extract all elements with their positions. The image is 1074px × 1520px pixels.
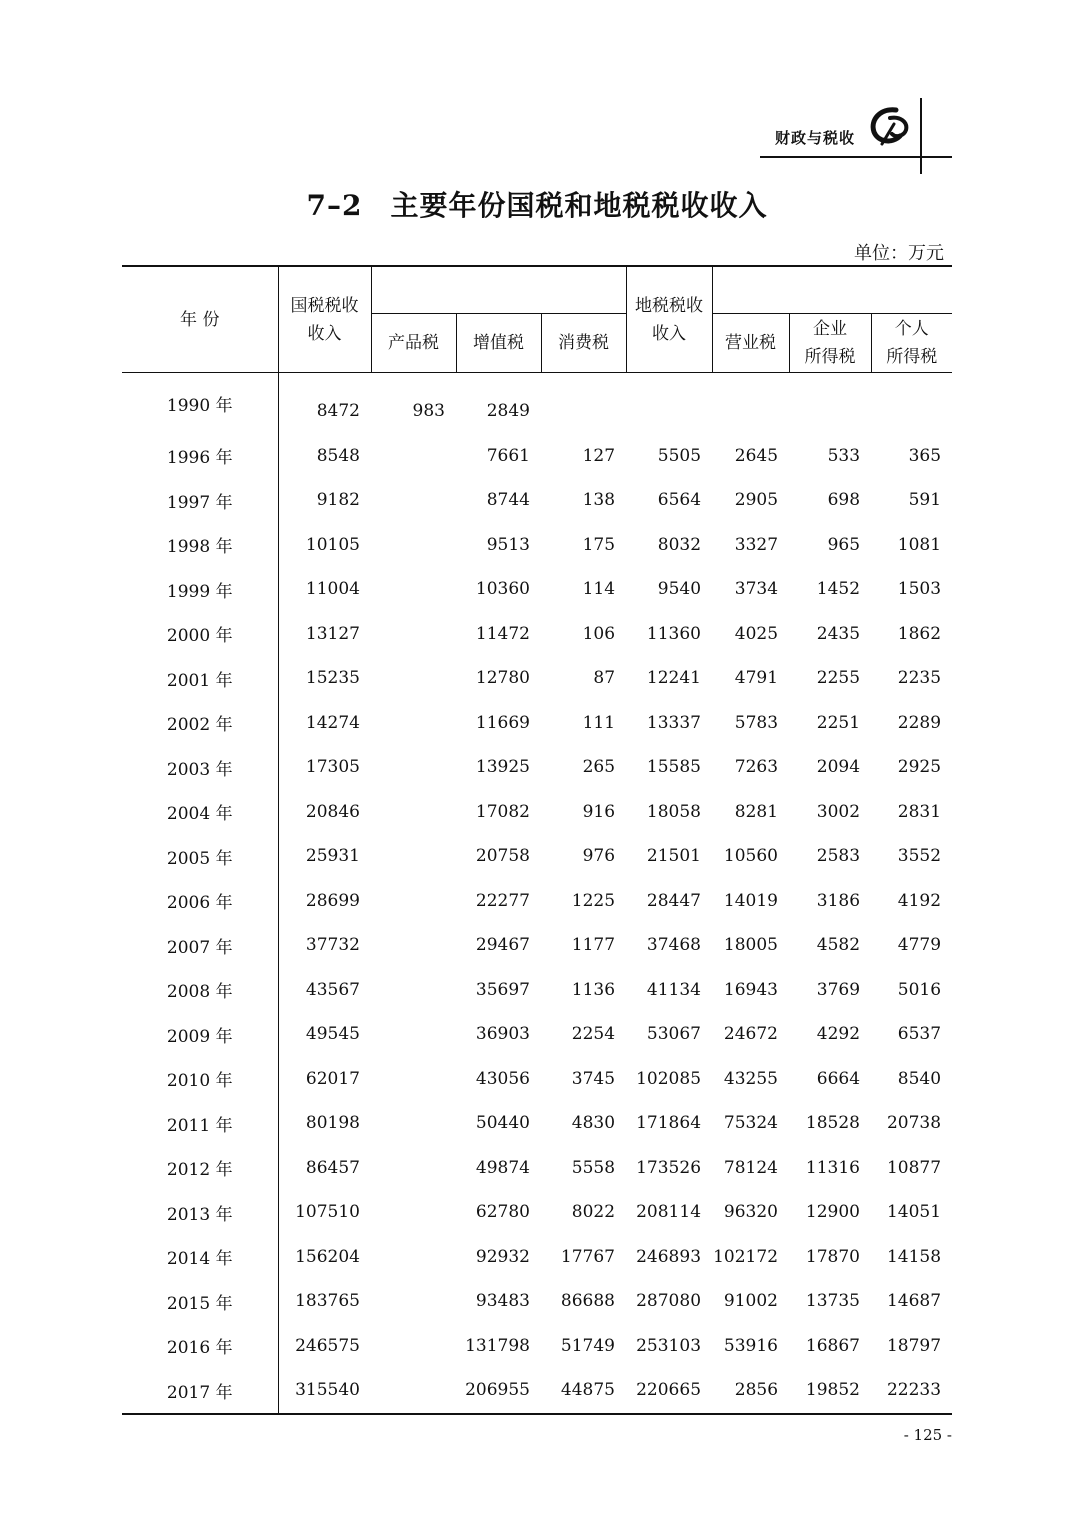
- cell-business: 5783: [734, 712, 779, 733]
- cell-vat: 29467: [475, 935, 530, 956]
- cell-consumption: 916: [582, 801, 616, 822]
- cell-product: [371, 701, 456, 746]
- cell-local: 220665: [626, 1368, 712, 1414]
- cell-enterprise: 3769: [816, 979, 861, 1000]
- cell-enterprise: 18528: [805, 1113, 861, 1134]
- cell-national: 25931: [305, 846, 360, 867]
- header-personal-income-tax: [871, 314, 952, 373]
- cell-consumption: 138: [582, 490, 616, 511]
- cell-product: [371, 968, 456, 1013]
- cell-enterprise: 13735: [805, 1291, 861, 1312]
- cell-vat: 206955: [456, 1368, 541, 1414]
- cell-year: 2011 年: [122, 1101, 278, 1146]
- cell-product: 983: [412, 401, 445, 422]
- cell-year: 1997 年: [122, 478, 278, 523]
- cell-business: 2645: [734, 445, 779, 466]
- cell-national: 9182: [316, 490, 360, 511]
- cell-year: 1998 年: [122, 523, 278, 568]
- cell-consumption: 8022: [571, 1202, 616, 1223]
- cell-year: 2001 年: [122, 656, 278, 701]
- cell-vat: 131798: [465, 1335, 530, 1356]
- cell-local: 8032: [657, 534, 702, 555]
- cell-product: [371, 1324, 456, 1369]
- cell-personal: 5016: [897, 979, 942, 1000]
- header-local-sub-group: [712, 266, 952, 314]
- cell-national: 15235: [305, 668, 360, 689]
- cell-personal: 1503: [897, 579, 942, 600]
- cell-consumption: 265: [582, 757, 616, 778]
- cell-vat: 10360: [475, 579, 530, 600]
- cell-year: 2016 年: [122, 1324, 278, 1369]
- cell-year: 2014 年: [122, 1235, 278, 1280]
- table-row: [122, 790, 952, 835]
- cell-vat: 36903: [475, 1024, 530, 1045]
- cell-product: [371, 1012, 456, 1057]
- cell-consumption: 5558: [571, 1157, 616, 1178]
- cell-consumption: 976: [582, 846, 616, 867]
- header-national-tax: [278, 266, 371, 373]
- cell-local: 6564: [657, 490, 702, 511]
- cell-national: 37732: [305, 935, 360, 956]
- cell-personal: 2831: [897, 801, 942, 822]
- cell-vat: 12780: [475, 668, 530, 689]
- cell-national: 10105: [305, 534, 360, 555]
- cell-vat: 49874: [475, 1157, 530, 1178]
- cell-local: 102085: [636, 1068, 702, 1089]
- cell-year: 2013 年: [122, 1190, 278, 1235]
- cell-business: 10560: [723, 846, 779, 867]
- cell-consumption: 4830: [571, 1113, 616, 1134]
- cell-product: [371, 790, 456, 835]
- cell-local: 171864: [636, 1113, 702, 1134]
- cell-vat: 43056: [475, 1068, 530, 1089]
- table-title: 主要年份国税和地税税收收入: [390, 189, 768, 222]
- cell-vat: 20758: [475, 846, 530, 867]
- cell-vat: 8744: [486, 490, 530, 511]
- header-national-sub-group: [371, 266, 626, 314]
- table-row: [122, 612, 952, 657]
- cell-local: 208114: [636, 1202, 702, 1223]
- cell-year: 2008 年: [122, 968, 278, 1013]
- cell-personal: 1081: [897, 534, 942, 555]
- table-row: [122, 701, 952, 746]
- cell-enterprise: 3186: [816, 890, 861, 911]
- cell-product: [371, 745, 456, 790]
- cell-national: 49545: [305, 1024, 360, 1045]
- cell-local: 11360: [646, 623, 702, 644]
- cell-enterprise: 4292: [816, 1024, 861, 1045]
- header-personal-line1: 个人: [894, 319, 929, 339]
- cell-local: 12241: [646, 668, 702, 689]
- table-row: [122, 1279, 952, 1324]
- cell-national: 107510: [295, 1202, 360, 1223]
- cell-local: 5505: [657, 445, 702, 466]
- header-national-line1: 国税税收: [290, 295, 359, 316]
- cell-product: [371, 923, 456, 968]
- table-body: [122, 373, 952, 1414]
- cell-local: 13337: [646, 712, 702, 733]
- cell-vat: 2849: [486, 401, 530, 422]
- cell-national: 183765: [295, 1291, 360, 1312]
- cell-product: [371, 478, 456, 523]
- cell-enterprise: 698: [827, 490, 861, 511]
- cell-product: [371, 656, 456, 701]
- cell-national: 80198: [305, 1113, 360, 1134]
- cell-local: 9540: [657, 579, 702, 600]
- tax-revenue-table: [122, 265, 952, 1415]
- cell-product: [371, 523, 456, 568]
- cell-personal: 10877: [886, 1157, 942, 1178]
- cell-business: 102172: [713, 1246, 779, 1267]
- table-row: [122, 1146, 952, 1191]
- table-row: [122, 478, 952, 523]
- cell-enterprise: 6664: [816, 1068, 861, 1089]
- cell-personal: [871, 373, 952, 434]
- cell-enterprise: 2251: [816, 712, 861, 733]
- cell-year: 2009 年: [122, 1012, 278, 1057]
- header-enterprise-line1: 企业: [813, 319, 848, 339]
- cell-consumption: 106: [582, 623, 616, 644]
- cell-business: 16943: [723, 979, 779, 1000]
- header-personal-line2: 所得税: [886, 347, 938, 367]
- cell-product: [371, 1235, 456, 1280]
- header-enterprise-income-tax: [789, 314, 871, 373]
- header-enterprise-line2: 所得税: [804, 347, 856, 367]
- cell-product: [371, 1368, 456, 1414]
- table-row: [122, 834, 952, 879]
- cell-local: 28447: [646, 890, 702, 911]
- cell-personal: 20738: [886, 1113, 942, 1134]
- header-local-line2: 收入: [652, 323, 687, 344]
- cell-year: 2007 年: [122, 923, 278, 968]
- cell-vat: 62780: [475, 1202, 530, 1223]
- cell-national: 20846: [305, 801, 360, 822]
- cell-local: [626, 373, 712, 434]
- cell-national: 8548: [316, 445, 360, 466]
- cell-year: 2017 年: [122, 1368, 278, 1414]
- cell-business: 2856: [712, 1368, 789, 1414]
- cell-product: [371, 1057, 456, 1102]
- cell-personal: 14158: [886, 1246, 942, 1267]
- header-local-tax: [626, 266, 712, 373]
- cell-consumption: 17767: [560, 1246, 616, 1267]
- cell-national: 17305: [305, 757, 360, 778]
- cell-local: 287080: [636, 1291, 702, 1312]
- cell-personal: 2925: [897, 757, 942, 778]
- header-consumption-tax: 消费税: [541, 314, 626, 373]
- cell-consumption: 86688: [560, 1291, 616, 1312]
- unit-label: 单位：万元: [854, 243, 944, 264]
- cell-consumption: 2254: [571, 1024, 616, 1045]
- cell-national: 156204: [295, 1246, 360, 1267]
- cell-product: [371, 612, 456, 657]
- cell-year: 2002 年: [122, 701, 278, 746]
- cell-year: 1996 年: [122, 434, 278, 479]
- cell-national: 315540: [278, 1368, 371, 1414]
- page-title: [0, 184, 1074, 224]
- cell-product: [371, 567, 456, 612]
- cell-business: [712, 373, 789, 434]
- cell-consumption: [541, 373, 626, 434]
- cell-enterprise: 3002: [816, 801, 861, 822]
- cell-business: 14019: [723, 890, 779, 911]
- cell-product: [371, 1101, 456, 1146]
- cell-business: 8281: [734, 801, 779, 822]
- cell-business: 24672: [723, 1024, 779, 1045]
- cell-year: 1990 年: [122, 373, 278, 434]
- cell-product: [371, 1279, 456, 1324]
- table-row: [122, 745, 952, 790]
- table-row: [122, 1190, 952, 1235]
- cell-business: 3734: [734, 579, 779, 600]
- table-row: [122, 1235, 952, 1280]
- cell-product: [371, 879, 456, 924]
- cell-consumption: 51749: [560, 1335, 616, 1356]
- cell-consumption: 1177: [571, 935, 616, 956]
- cell-business: 4791: [734, 668, 779, 689]
- cell-vat: 92932: [475, 1246, 530, 1267]
- cell-product: [371, 1190, 456, 1235]
- cell-local: 21501: [646, 846, 702, 867]
- cell-enterprise: 16867: [805, 1335, 861, 1356]
- cell-personal: 2235: [897, 668, 942, 689]
- cell-consumption: 44875: [541, 1368, 626, 1414]
- table-row: [122, 523, 952, 568]
- table-row: [122, 879, 952, 924]
- table-number: 7–2: [306, 189, 363, 222]
- header-vat: 增值税: [456, 314, 541, 373]
- cell-vat: 50440: [475, 1113, 530, 1134]
- cell-personal: 4779: [897, 935, 942, 956]
- table-row: [122, 1324, 952, 1369]
- table-row: [122, 923, 952, 968]
- cell-local: 18058: [646, 801, 702, 822]
- cell-vat: 35697: [475, 979, 530, 1000]
- cell-vat: 11472: [475, 623, 530, 644]
- cell-consumption: 87: [593, 668, 616, 689]
- table-row: [122, 373, 952, 434]
- cell-business: 75324: [723, 1113, 779, 1134]
- cell-personal: 2289: [897, 712, 942, 733]
- cell-enterprise: 4582: [816, 935, 861, 956]
- cell-enterprise: [789, 373, 871, 434]
- cell-business: 91002: [723, 1291, 779, 1312]
- cell-enterprise: 19852: [789, 1368, 871, 1414]
- cell-year: 2010 年: [122, 1057, 278, 1102]
- logo-icon: [866, 104, 914, 148]
- cell-enterprise: 533: [827, 445, 861, 466]
- cell-business: 18005: [723, 935, 779, 956]
- cell-local: 15585: [646, 757, 702, 778]
- cell-national: 13127: [305, 623, 360, 644]
- header-national-line2: 收入: [307, 323, 342, 344]
- cell-product: [371, 434, 456, 479]
- cell-enterprise: 2255: [816, 668, 861, 689]
- cell-personal: 22233: [871, 1368, 952, 1414]
- cell-business: 78124: [723, 1157, 779, 1178]
- cell-enterprise: 2435: [816, 623, 861, 644]
- cell-personal: 18797: [886, 1335, 942, 1356]
- cell-national: 14274: [305, 712, 360, 733]
- cell-vat: 7661: [486, 445, 530, 466]
- cell-local: 41134: [646, 979, 702, 1000]
- cell-vat: 13925: [475, 757, 530, 778]
- table-row: [122, 656, 952, 701]
- cell-business: 43255: [723, 1068, 779, 1089]
- cell-business: 53916: [723, 1335, 779, 1356]
- cell-year: 2004 年: [122, 790, 278, 835]
- cell-consumption: 114: [582, 579, 616, 600]
- cell-year: 2012 年: [122, 1146, 278, 1191]
- header-business-tax: 营业税: [712, 314, 789, 373]
- header-horizontal-rule: [760, 156, 952, 158]
- cell-vat: 22277: [475, 890, 530, 911]
- cell-business: 2905: [734, 490, 779, 511]
- table-row: [122, 1057, 952, 1102]
- cell-business: 7263: [734, 757, 779, 778]
- header-local-line1: 地税税收: [635, 295, 704, 316]
- cell-consumption: 1136: [571, 979, 616, 1000]
- cell-consumption: 127: [582, 445, 616, 466]
- cell-consumption: 175: [582, 534, 616, 555]
- cell-national: 86457: [305, 1157, 360, 1178]
- header-product-tax: 产品税: [371, 314, 456, 373]
- cell-national: 11004: [305, 579, 360, 600]
- cell-year: 2006 年: [122, 879, 278, 924]
- section-name: 财政与税收: [775, 129, 856, 147]
- cell-local: 246893: [636, 1246, 702, 1267]
- cell-year: 2003 年: [122, 745, 278, 790]
- cell-consumption: 1225: [571, 890, 616, 911]
- cell-national: 246575: [295, 1335, 360, 1356]
- cell-national: 28699: [305, 890, 360, 911]
- cell-product: [371, 834, 456, 879]
- cell-national: 43567: [305, 979, 360, 1000]
- cell-personal: 14051: [886, 1202, 942, 1223]
- cell-local: 253103: [636, 1335, 702, 1356]
- cell-enterprise: 2094: [816, 757, 861, 778]
- cell-local: 173526: [636, 1157, 702, 1178]
- cell-enterprise: 11316: [805, 1157, 861, 1178]
- cell-personal: 3552: [897, 846, 942, 867]
- cell-year: 2005 年: [122, 834, 278, 879]
- cell-personal: 365: [908, 445, 942, 466]
- cell-national: 62017: [305, 1068, 360, 1089]
- table-row: [122, 1368, 952, 1414]
- table-row: [122, 567, 952, 612]
- cell-personal: 1862: [897, 623, 942, 644]
- cell-personal: 6537: [897, 1024, 942, 1045]
- cell-enterprise: 2583: [816, 846, 861, 867]
- cell-personal: 4192: [897, 890, 942, 911]
- cell-enterprise: 965: [827, 534, 861, 555]
- table-row: [122, 1012, 952, 1057]
- cell-business: 96320: [723, 1202, 779, 1223]
- cell-personal: 8540: [897, 1068, 942, 1089]
- table-row: [122, 434, 952, 479]
- cell-consumption: 111: [582, 712, 616, 733]
- cell-product: [371, 1146, 456, 1191]
- cell-vat: 11669: [475, 712, 530, 733]
- cell-enterprise: 17870: [805, 1246, 861, 1267]
- cell-local: 53067: [646, 1024, 702, 1045]
- cell-vat: 93483: [475, 1291, 530, 1312]
- header-year: 年 份: [122, 266, 278, 373]
- cell-local: 37468: [646, 935, 702, 956]
- cell-enterprise: 1452: [816, 579, 861, 600]
- cell-enterprise: 12900: [805, 1202, 861, 1223]
- cell-year: 1999 年: [122, 567, 278, 612]
- cell-year: 2015 年: [122, 1279, 278, 1324]
- cell-vat: 17082: [475, 801, 530, 822]
- table-row: [122, 1101, 952, 1146]
- cell-year: 2000 年: [122, 612, 278, 657]
- cell-national: 8472: [316, 401, 360, 422]
- cell-business: 4025: [734, 623, 779, 644]
- cell-consumption: 3745: [571, 1068, 616, 1089]
- header-vertical-rule: [920, 98, 922, 174]
- page-number: - 125 -: [903, 1426, 952, 1444]
- table-row: [122, 968, 952, 1013]
- cell-personal: 591: [908, 490, 942, 511]
- cell-vat: 9513: [486, 534, 530, 555]
- cell-business: 3327: [734, 534, 779, 555]
- cell-personal: 14687: [886, 1291, 942, 1312]
